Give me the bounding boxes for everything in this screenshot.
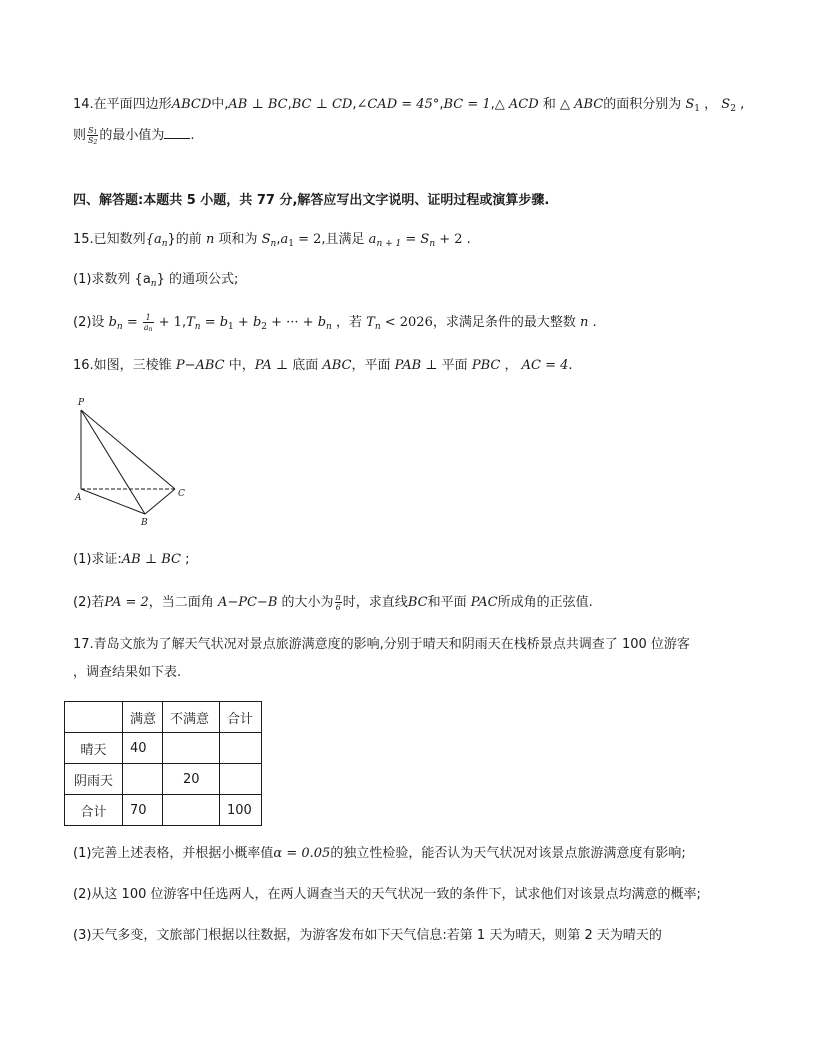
- q14-fraction: $\frac{S_1}{S_2}$: [88, 126, 98, 146]
- table-cell: [220, 764, 262, 795]
- q15-intro: 15.已知数列$\{a_n\}$的前 n 项和为 $S_n,a_1 = 2$,且满足 $a_{n + 1} = S_n + 2$ .: [73, 232, 471, 249]
- answer-blank: [164, 126, 190, 139]
- table-row: [65, 795, 262, 826]
- table-cell: [123, 764, 163, 795]
- table-cell: 合计: [220, 702, 262, 733]
- q17-part2: (2)从这 100 位游客中任选两人，在两人调查当天的天气状况一致的条件下，试求他们对该景点均满意的概率;: [73, 887, 701, 902]
- q17-part1: (1)完善上述表格，并根据小概率值α = 0.05的独立性检验，能否认为天气状况对该景点旅游满意度有影响;: [73, 846, 686, 861]
- section-title: 四、解答题:本题共 5 小题，共 77 分,解答应写出文字说明、证明过程或演算步骤.: [73, 193, 550, 208]
- table-cell: 20: [163, 764, 220, 795]
- q17-intro-line2: ，调查结果如下表.: [73, 665, 182, 680]
- label-a: A: [75, 493, 82, 503]
- q15-part2: (2)设 $b_n$ = $\frac{1}{a_n}$ + $1,T_n = b_1 + b_2$ + ··· + $b_n$ ，若 $T_n < 2026$，求满足条件的最大整数 n .: [73, 313, 597, 333]
- edge-ab: [81, 489, 145, 514]
- table-cell: 满意: [123, 702, 163, 733]
- table-cell: [65, 702, 123, 733]
- label-p: P: [78, 398, 85, 408]
- edge-pb: [81, 410, 145, 514]
- label-c: C: [178, 489, 185, 499]
- table-cell: [163, 795, 220, 826]
- table-cell: 70: [123, 795, 163, 826]
- table-row: [65, 764, 262, 795]
- q14-quad: ABCD: [171, 97, 212, 112]
- edge-pc: [81, 410, 175, 489]
- table-header-row: [65, 702, 262, 733]
- table-cell: [220, 733, 262, 764]
- table-cell: 合计: [65, 795, 123, 826]
- q16-part1: (1)求证:AB ⊥ BC ;: [73, 552, 190, 567]
- q17-intro-line1: 17.青岛文旅为了解天气状况对景点旅游满意度的影响,分别于晴天和阴雨天在栈桥景点共调查了 100 位游客: [73, 637, 690, 652]
- table-row: [65, 733, 262, 764]
- table-cell: [163, 733, 220, 764]
- table-cell: 阴雨天: [65, 764, 123, 795]
- q14-line2: 则 $\frac{S_1}{S_2}$ 的最小值为 .: [73, 126, 195, 146]
- q15-part1: (1)求数列 $\{a_n\}$ 的通项公式;: [73, 272, 239, 289]
- table-cell: 晴天: [65, 733, 123, 764]
- q16-fraction: $\frac{\pi}{6}$: [335, 593, 341, 612]
- table-cell: 不满意: [163, 702, 220, 733]
- edge-bc: [145, 489, 175, 514]
- label-b: B: [141, 518, 148, 528]
- q16-intro: 16.如图，三棱锥 P−ABC 中，PA ⊥ 底面 ABC，平面 PAB ⊥ 平面 PBC ， AC = 4.: [73, 358, 573, 373]
- q14-line1: 14.在平面四边形ABCD中,AB ⊥ BC,BC ⊥ CD,∠CAD = 45°,BC = 1,△ ACD 和 △ ABC的面积分别为 $S_1$ ， $S_2$ ,: [73, 97, 745, 114]
- pyramid-figure: [72, 396, 192, 532]
- q15-fraction: $\frac{1}{a_n}$: [143, 313, 153, 333]
- q17-part3: (3)天气多变，文旅部门根据以往数据，为游客发布如下天气信息:若第 1 天为晴天，则第 2 天为晴天的: [73, 928, 662, 943]
- survey-table: [64, 701, 262, 826]
- table-cell: 100: [220, 795, 262, 826]
- table-cell: 40: [123, 733, 163, 764]
- q16-part2: (2)若PA = 2，当二面角 A−PC−B 的大小为 $\frac{\pi}{6}$ 时，求直线BC和平面 PAC所成角的正弦值.: [73, 593, 593, 612]
